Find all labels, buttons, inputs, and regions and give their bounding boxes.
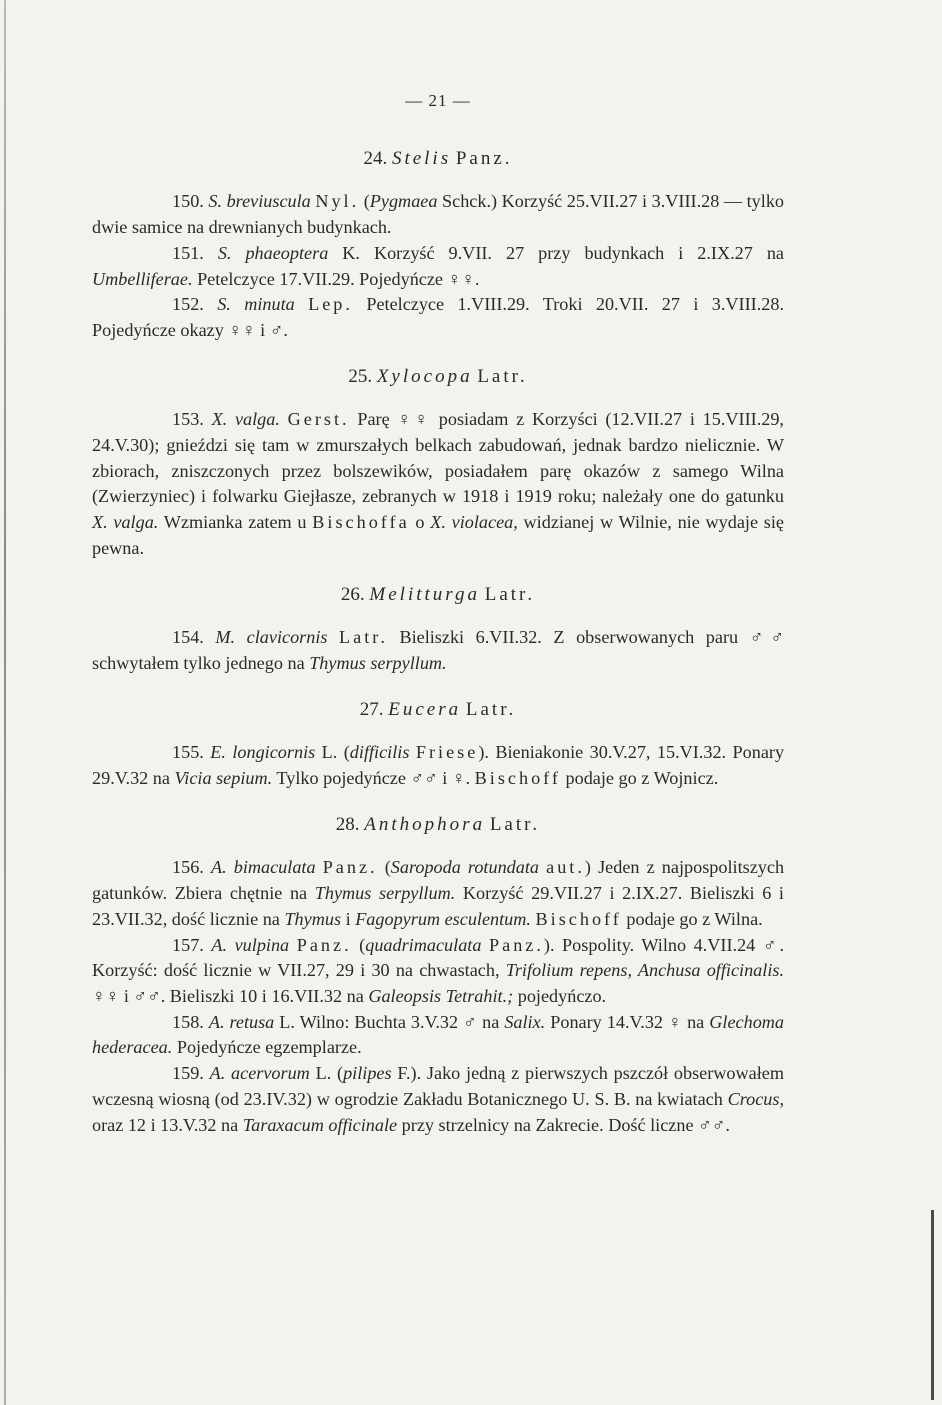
taxon-name: Trifolium repens, Anchusa officinalis. xyxy=(505,960,784,981)
genus-author: Latr. xyxy=(489,813,541,835)
taxon-name: X. valga. xyxy=(92,512,159,533)
entry-text: F.). Jako jedną z pierwszych pszczół obserwowałem wczesną wiosną (od 23.IV.32) w ogrodzie Zakładu Botanicznego U. S. B. na kwiatach xyxy=(92,1063,785,1109)
entry-text: ♀♀ i ♂♂. Bieliszki 10 i 16.VII.32 na xyxy=(92,985,369,1006)
species-entry xyxy=(92,1061,784,1138)
species-entry xyxy=(92,855,784,932)
taxon-name: Umbelliferae. xyxy=(92,268,193,289)
entry-text: Pojedyńcze egzemplarze. xyxy=(172,1037,362,1058)
species-entry xyxy=(92,407,784,561)
taxon-name: A. bimaculata xyxy=(210,857,316,878)
entry-text: ( xyxy=(351,934,366,955)
genus-author: Latr. xyxy=(477,365,528,387)
document-body xyxy=(92,146,784,1139)
entry-text: Bieliszki 6.VII.32. Z obserwowanych paru ♂♂ schwytałem tylko jednego na xyxy=(92,627,784,673)
genus-author: Panz. xyxy=(455,147,513,169)
entry-text: L. Wilno: Buchta 3.V.32 ♂ na xyxy=(274,1011,505,1032)
entry-text: Petelczyce 1.VIII.29. Troki 20.VII. 27 i 3.VIII.28. Pojedyńcze okazy ♀♀ i ♂. xyxy=(92,294,784,340)
taxon-name: Fagopyrum esculentum. xyxy=(355,908,531,929)
author-name: Panz. xyxy=(322,857,378,878)
genus-number: 24. xyxy=(363,147,388,169)
species-entry xyxy=(92,740,784,791)
author-name: Bischoff xyxy=(535,908,622,929)
entry-text: Ponary 14.V.32 ♀ na xyxy=(545,1011,710,1032)
species-entry xyxy=(92,1010,784,1061)
entry-text: Parę ♀♀ posiadam z Korzyści (12.VII.27 i 15.VIII.29, 24.V.30); gnieździ się tam w zmurszałych belkach zabudowań, jednak bardzo nielicznie. W zbiorach, zniszczonych przez bolszewików, posiadałem parę okazów z samego Wilna (Zwierzyniec) i folwarku Giejłasze, zebranych w 1918 i 1919 roku; należały one do gatunku xyxy=(92,409,784,507)
taxon-name: pilipes xyxy=(343,1063,392,1084)
page-edge-left xyxy=(4,0,6,1405)
taxon-name: Thymus serpyllum. xyxy=(314,883,456,904)
entry-text: 156. xyxy=(172,857,211,878)
taxon-name: Salix. xyxy=(504,1011,546,1032)
taxon-name: Thymus serpyllum. xyxy=(309,652,447,673)
taxon-name: X. valga. xyxy=(211,409,280,430)
author-name: Bischoff xyxy=(474,768,561,789)
entry-text: przy strzelnicy na Zakrecie. Dość liczne ♂♂. xyxy=(397,1114,730,1135)
genus-name: Xylocopa xyxy=(376,365,473,387)
taxon-name: difficilis xyxy=(349,742,410,763)
entry-text: 154. xyxy=(172,627,216,648)
entry-text xyxy=(280,409,288,429)
genus-heading xyxy=(92,364,784,390)
genus-name: Stelis xyxy=(391,147,452,169)
species-entry xyxy=(92,189,784,240)
taxon-name: Vicia sepium. xyxy=(174,768,273,789)
author-name: Lep. xyxy=(308,294,353,315)
species-entry xyxy=(92,625,784,676)
entry-text: 150. xyxy=(172,191,209,212)
entry-text: Schck.) Korzyść 25.VII.27 i 3.VIII.28 — tylko dwie samice na drewnianych budynkach. xyxy=(92,191,785,238)
author-name: Gerst. xyxy=(287,409,350,430)
entry-text: L. ( xyxy=(315,742,350,763)
entry-text: podaje go z Wojnicz. xyxy=(560,768,719,789)
taxon-name: Glechoma hederacea. xyxy=(92,1011,785,1058)
genus-heading xyxy=(92,697,784,723)
entry-text: o xyxy=(409,512,431,533)
author-name: Panz. xyxy=(489,934,544,955)
page-edge-right xyxy=(931,1210,934,1400)
taxon-name: Thymus xyxy=(284,908,342,929)
entry-text: ( xyxy=(377,857,391,878)
entry-text: K. Korzyść 9.VII. 27 przy budynkach i 2.IX.27 na xyxy=(328,242,785,263)
entry-text: widzianej w Wilnie, nie wydaje się pewna. xyxy=(92,512,785,558)
genus-number: 27. xyxy=(359,698,384,720)
author-name: Friese xyxy=(415,742,479,763)
entry-text: L. ( xyxy=(309,1063,344,1084)
entry-text: Korzyść 29.VII.27 i 2.IX.27. Bieliszki 6 i 23.VII.32, dość licznie na xyxy=(92,883,784,929)
entry-text: ( xyxy=(359,191,370,212)
entry-text: 157. xyxy=(172,934,212,955)
taxon-name: S. breviuscula xyxy=(208,191,311,212)
genus-name: Melitturga xyxy=(369,583,480,605)
species-entry xyxy=(92,933,784,1010)
entry-text xyxy=(295,294,308,314)
entry-text: Tylko pojedyńcze ♂♂ i ♀. xyxy=(272,768,475,789)
document-page xyxy=(92,88,784,1138)
entry-text: 152. xyxy=(172,294,218,315)
entry-text xyxy=(327,627,339,647)
entry-text: 153. xyxy=(172,409,212,430)
entry-text xyxy=(289,935,297,955)
taxon-name: quadrimaculata xyxy=(365,934,482,955)
entry-text: ) Jeden z najpospolitszych gatunków. Zbiera chętnie na xyxy=(92,857,785,904)
species-entry xyxy=(92,241,784,292)
entry-text: ). Bieniakonie 30.V.27, 15.VI.32. Ponary 29.V.32 na xyxy=(92,742,785,789)
species-entry xyxy=(92,292,784,343)
taxon-name: S. minuta xyxy=(217,294,295,315)
taxon-name: X. violacea, xyxy=(430,512,518,533)
genus-number: 25. xyxy=(348,365,373,387)
taxon-name: A. vulpina xyxy=(211,934,290,955)
entry-text: 159. xyxy=(172,1063,210,1084)
genus-number: 28. xyxy=(335,813,360,835)
genus-author: Latr. xyxy=(484,583,536,605)
entry-text: i xyxy=(341,908,356,929)
page-number: — 21 — xyxy=(405,91,471,110)
taxon-name: Crocus, xyxy=(727,1088,784,1109)
entry-text xyxy=(481,935,489,955)
taxon-name: M. clavicornis xyxy=(215,627,328,648)
entry-text: pojedyńczo. xyxy=(513,985,607,1006)
author-name: aut. xyxy=(546,857,585,878)
genus-heading xyxy=(92,812,784,838)
genus-number: 26. xyxy=(340,583,365,605)
taxon-name: E. longicornis xyxy=(210,742,316,763)
entry-text: 158. xyxy=(172,1011,209,1032)
author-name: Panz. xyxy=(296,934,352,955)
taxon-name: Taraxacum officinale xyxy=(242,1114,398,1135)
entry-text: ). Pospolity. Wilno 4.VII.24 ♂. Korzyść: dość licznie w VII.27, 29 i 30 na chwastach, xyxy=(92,934,785,981)
genus-name: Anthophora xyxy=(364,813,486,835)
author-name: Latr. xyxy=(339,627,388,648)
taxon-name: Galeopsis Tetrahit.; xyxy=(368,985,514,1006)
taxon-name: Saropoda rotundata xyxy=(390,857,540,878)
taxon-name: A. acervorum xyxy=(209,1063,310,1084)
genus-author: Latr. xyxy=(465,698,517,720)
taxon-name: A. retusa xyxy=(208,1011,275,1032)
entry-text: oraz 12 i 13.V.32 na xyxy=(92,1114,243,1135)
genus-heading xyxy=(92,582,784,608)
author-name: Bischoffa xyxy=(312,512,410,533)
author-name: Nyl. xyxy=(315,191,360,212)
genus-heading xyxy=(92,146,784,172)
entry-text: podaje go z Wilna. xyxy=(621,908,763,929)
entry-text: Petelczyce 17.VII.29. Pojedyńcze ♀♀. xyxy=(192,268,480,289)
entry-text: Wzmianka zatem u xyxy=(158,512,313,533)
taxon-name: Pygmaea xyxy=(369,191,438,212)
entry-text: 151. xyxy=(172,242,218,263)
taxon-name: S. phaeoptera xyxy=(217,242,329,263)
entry-text xyxy=(316,857,323,877)
entry-text: 155. xyxy=(172,742,211,763)
genus-name: Eucera xyxy=(388,698,462,720)
